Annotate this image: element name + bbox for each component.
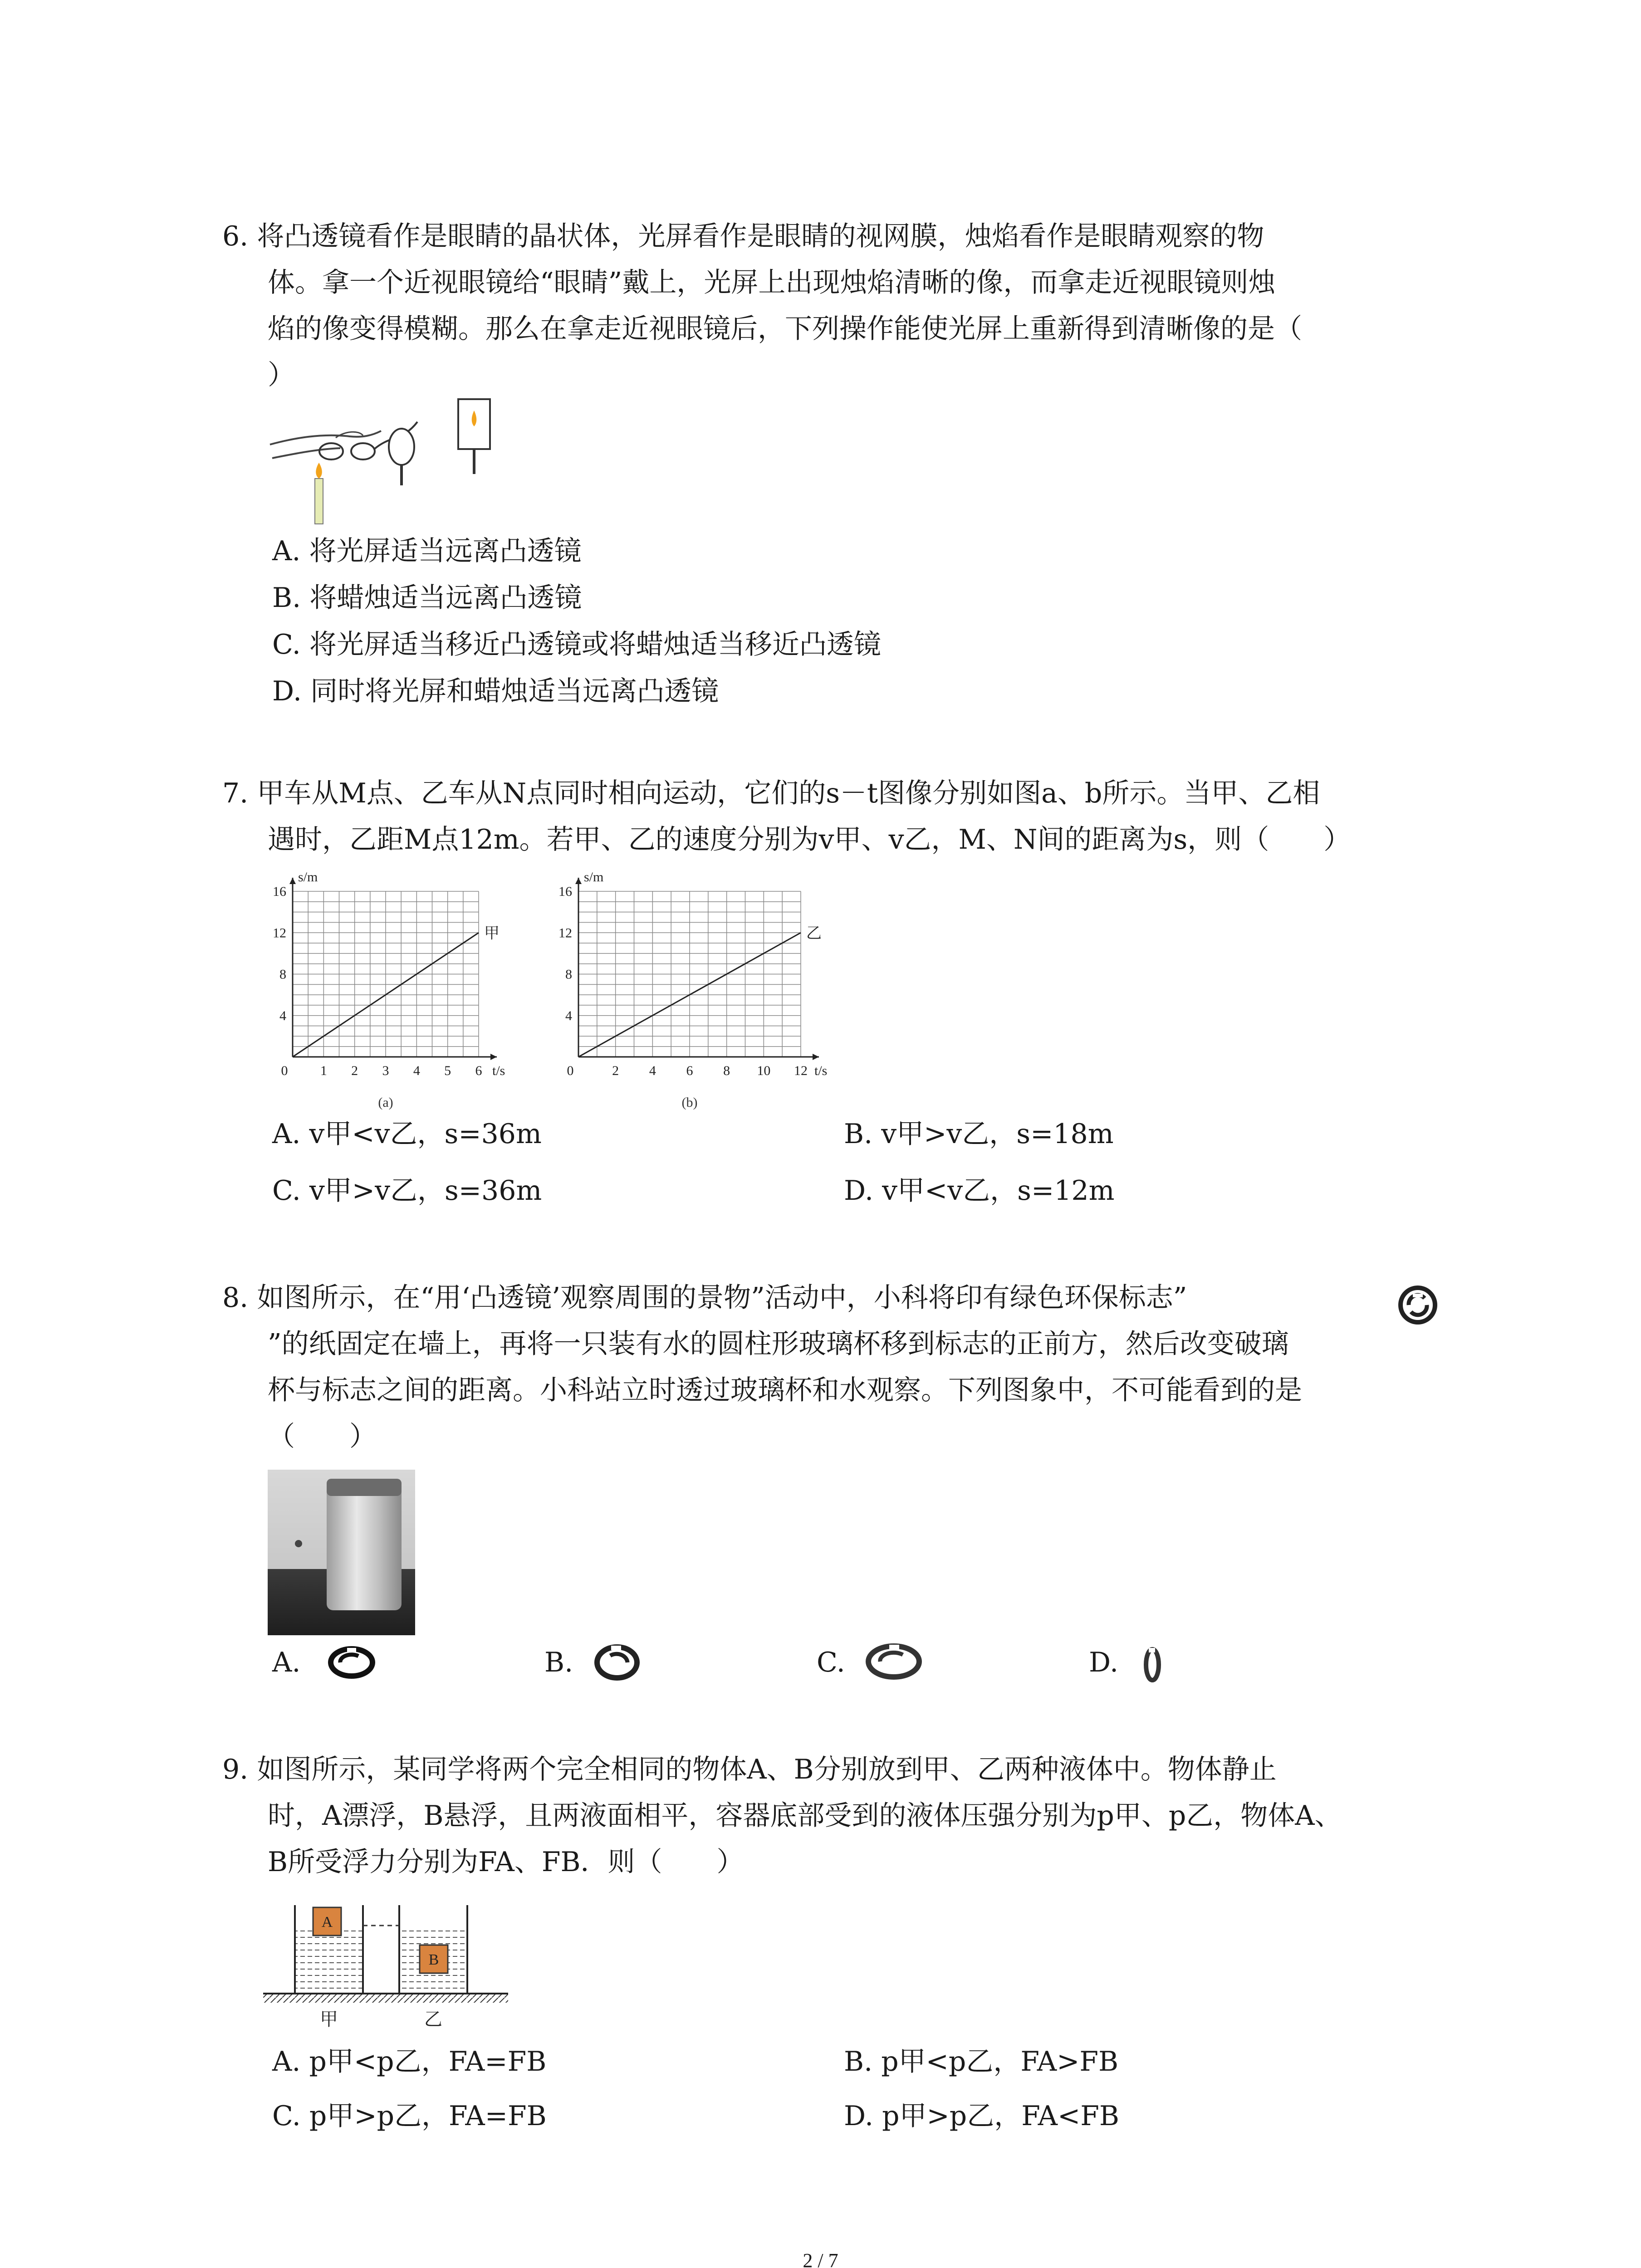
option-d[interactable]: D. 同时将光屏和蜡烛适当远离凸透镜: [272, 675, 719, 707]
question-8: [222, 1275, 1429, 1460]
option-a[interactable]: A.: [272, 1647, 301, 1678]
question-text-line: 焰的像变得模糊。那么在拿走近视眼镜后，下列操作能使光屏上重新得到清晰像的是（: [268, 313, 1302, 345]
question-text-line: 8. 如图所示，在“用‘凸透镜’观察周围的景物”活动中，小科将印有绿色环保标志”: [222, 1282, 1187, 1314]
container-left-label: 甲: [320, 2009, 338, 2030]
series-label: 乙: [806, 924, 822, 943]
option-c[interactable]: C.: [817, 1647, 845, 1678]
question-text-line: 体。拿一个近视眼镜给“眼睛”戴上，光屏上出现烛焰清晰的像，而拿走近视眼镜则烛: [268, 267, 1276, 298]
x-tick-label: 0: [567, 1063, 574, 1078]
x-tick-label: 2: [612, 1063, 619, 1078]
x-tick-label: 10: [757, 1063, 771, 1078]
x-tick-label: 6: [475, 1063, 482, 1078]
y-tick-label: 4: [565, 1008, 572, 1023]
y-tick-label: 8: [565, 967, 572, 982]
x-tick-label: 2: [351, 1063, 358, 1078]
water-glass-photo: [268, 1470, 415, 1635]
question-text-line: 9. 如图所示，某同学将两个完全相同的物体A、B分别放到甲、乙两种液体中。物体静止: [222, 1754, 1277, 1785]
y-tick-label: 12: [558, 925, 572, 941]
option-c[interactable]: C. v甲>v乙，s=36m: [272, 1175, 542, 1207]
y-axis-label: s/m: [298, 870, 318, 885]
question-text-line: ）: [268, 359, 295, 391]
option-b-logo-icon[interactable]: [592, 1642, 642, 1683]
question-7: [222, 770, 1429, 863]
option-c-logo-icon[interactable]: [864, 1641, 923, 1682]
block-b-label: B: [428, 1951, 439, 1968]
x-axis-label: t/s: [814, 1063, 828, 1078]
x-tick-label: 3: [382, 1063, 389, 1078]
block-a-label: A: [321, 1914, 333, 1931]
y-tick-label: 4: [279, 1008, 286, 1023]
question-text-line: 7. 甲车从M点、乙车从N点同时相向运动，它们的s－t图像分别如图a、b所示。当甲、乙相: [222, 777, 1320, 809]
marker-dot-icon: [295, 1540, 302, 1547]
page-number: 2 / 7: [803, 2249, 838, 2268]
option-b[interactable]: B. 将蜡烛适当远离凸透镜: [272, 582, 582, 614]
option-d[interactable]: D.: [1089, 1647, 1119, 1678]
y-axis-arrow: [575, 878, 582, 884]
option-a-logo-icon[interactable]: [327, 1644, 377, 1681]
x-axis-arrow: [813, 1054, 819, 1060]
x-tick-label: 5: [444, 1063, 451, 1078]
option-d[interactable]: D. p甲>p乙，FA<FB: [844, 2100, 1119, 2132]
glass-icon: [327, 1479, 402, 1610]
option-a[interactable]: A. p甲<p乙，FA=FB: [272, 2046, 547, 2077]
option-a[interactable]: A. v甲<v乙，s=36m: [272, 1118, 542, 1150]
option-d-logo-icon[interactable]: [1139, 1644, 1166, 1685]
question-text-line: 6. 将凸透镜看作是眼睛的晶状体，光屏看作是眼睛的视网膜，烛焰看作是眼睛观察的物: [222, 220, 1264, 252]
x-tick-label: 0: [281, 1063, 288, 1078]
y-axis-arrow: [289, 878, 296, 884]
st-chart-b: [547, 866, 837, 1111]
x-tick-label: 4: [649, 1063, 656, 1078]
recycle-logo-icon: [1397, 1285, 1438, 1325]
option-c[interactable]: C. 将光屏适当移近凸透镜或将蜡烛适当移近凸透镜: [272, 629, 881, 660]
y-tick-label: 8: [279, 967, 286, 982]
x-tick-label: 1: [320, 1063, 327, 1078]
question-text-line: 遇时，乙距M点12m。若甲、乙的速度分别为v甲、v乙，M、N间的距离为s，则（ ）: [268, 824, 1351, 855]
question-text-line: ”的纸固定在墙上，再将一只装有水的圆柱形玻璃杯移到标志的正前方，然后改变破璃: [268, 1328, 1289, 1360]
question-text-line: 杯与标志之间的距离。小科站立时透过玻璃杯和水观察。下列图象中，不可能看到的是: [268, 1374, 1302, 1406]
option-a[interactable]: A. 将光屏适当远离凸透镜: [272, 535, 582, 567]
option-c[interactable]: C. p甲>p乙，FA=FB: [272, 2100, 547, 2132]
x-axis-arrow: [490, 1054, 497, 1060]
lens-experiment-figure: [268, 395, 504, 526]
option-b[interactable]: B. v甲>v乙，s=18m: [844, 1118, 1114, 1150]
chart-caption: (b): [681, 1095, 698, 1110]
st-chart-a: [261, 866, 515, 1111]
y-axis-label: s/m: [584, 870, 604, 885]
x-tick-label: 8: [723, 1063, 730, 1078]
container-right-label: 乙: [424, 2009, 442, 2030]
chart-caption: (a): [378, 1095, 393, 1110]
question-6: [222, 213, 1429, 398]
x-axis-label: t/s: [492, 1063, 505, 1078]
option-d[interactable]: D. v甲<v乙，s=12m: [844, 1175, 1115, 1207]
x-tick-label: 12: [794, 1063, 808, 1078]
question-text-line: 时，A漂浮，B悬浮，且两液面相平，容器底部受到的液体压强分别为p甲、p乙，物体A、: [268, 1800, 1342, 1832]
y-tick-label: 16: [558, 884, 572, 899]
option-b[interactable]: B.: [544, 1647, 573, 1678]
option-b[interactable]: B. p甲<p乙，FA>FB: [844, 2046, 1119, 2077]
y-tick-label: 16: [273, 884, 286, 899]
y-tick-label: 12: [273, 925, 286, 941]
question-9: [222, 1746, 1429, 1885]
x-tick-label: 6: [686, 1063, 693, 1078]
series-label: 甲: [484, 924, 500, 943]
containers-figure: [263, 1896, 517, 2032]
x-tick-label: 4: [413, 1063, 420, 1078]
glass-lid-icon: [327, 1479, 402, 1496]
question-text-line: B所受浮力分别为FA、FB．则（ ）: [268, 1846, 744, 1878]
question-text-line: （ ）: [268, 1421, 377, 1452]
